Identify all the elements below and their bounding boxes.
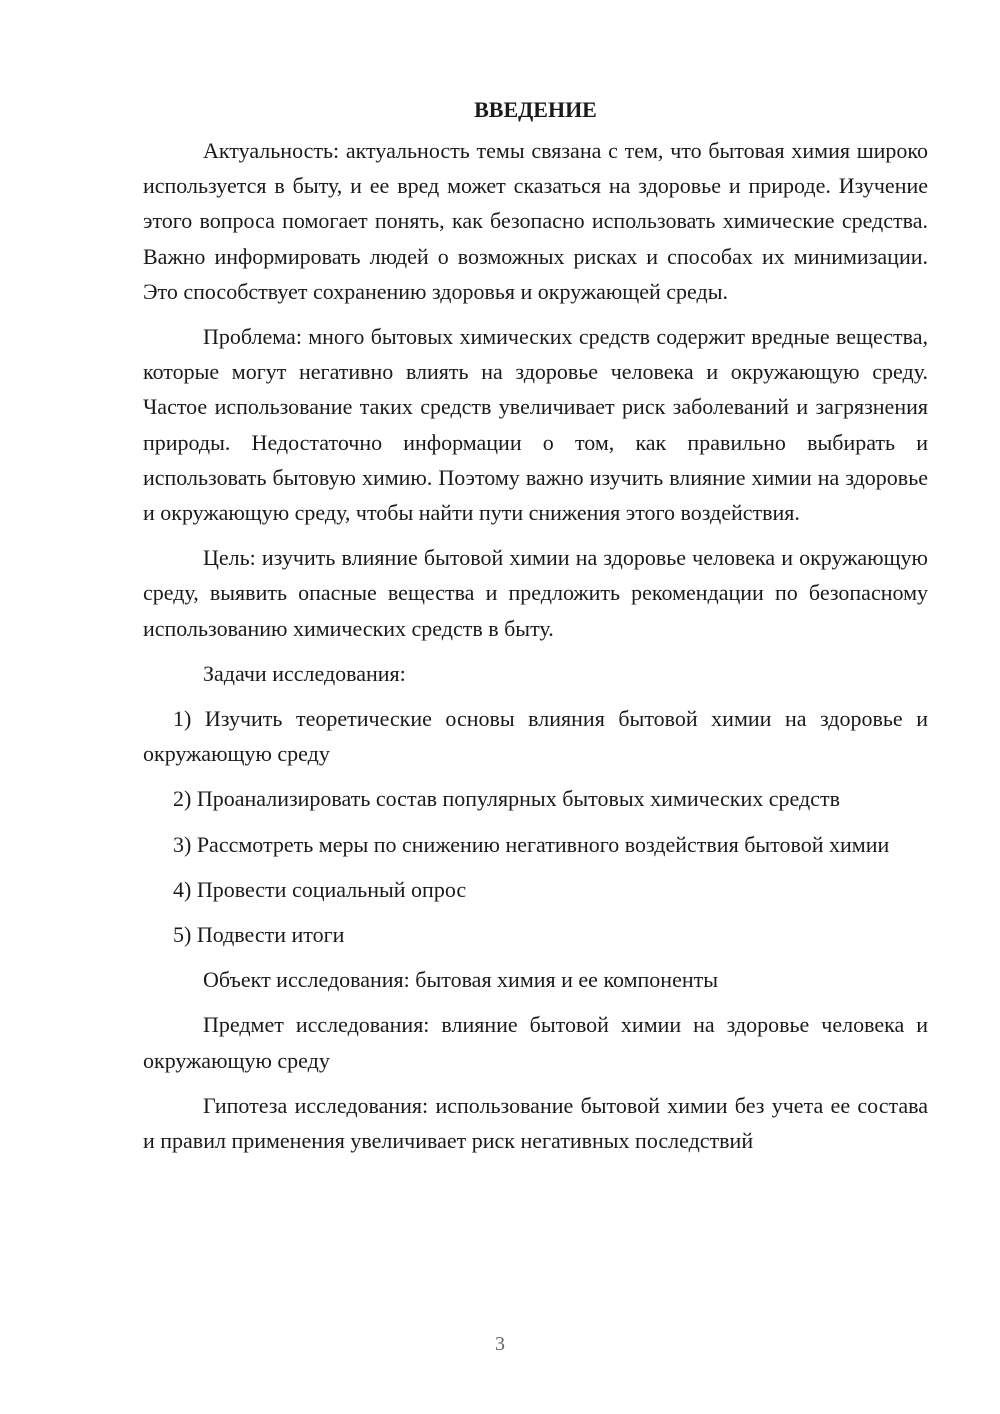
goal-paragraph: Цель: изучить влияние бытовой химии на здоровье человека и окружающую среду, выявить опасные вещества и предложить рекомендации по безопасному использованию химических средств в быту.: [143, 545, 928, 641]
task-item-5: 5) Подвести итоги: [173, 922, 345, 948]
page-number: 3: [495, 1333, 505, 1355]
task-item-1: 1) Изучить теоретические основы влияния бытовой химии на здоровье и окружающую среду: [143, 706, 928, 767]
page-title: ВВЕДЕНИЕ: [474, 97, 597, 122]
problem-paragraph: Проблема: много бытовых химических средств содержит вредные вещества, которые могут негативно влиять на здоровье человека и окружающую среду. Частое использование таких средств увеличивает риск заболеваний и загрязнения природы. Недостаточно информации о том, как правильно выбирать и использовать бытовую химию. Поэтому важно изучить влияние химии на здоровье и окружающую среду, чтобы найти пути снижения этого воздействия.: [143, 324, 928, 526]
subject-paragraph: Предмет исследования: влияние бытовой химии на здоровье человека и окружающую среду: [143, 1012, 928, 1073]
task-item-4: 4) Провести социальный опрос: [173, 876, 467, 902]
hypothesis-paragraph: Гипотеза исследования: использование бытовой химии без учета ее состава и правил применения увеличивает риск негативных последствий: [143, 1092, 928, 1154]
object-paragraph: Объект исследования: бытовая химия и ее компоненты: [203, 967, 719, 993]
relevance-paragraph: Актуальность: актуальность темы связана с тем, что бытовая химия широко используется в быту, и ее вред может сказаться на здоровье и природе. Изучение этого вопроса помогает понять, как безопасно использовать химические средства. Важно информировать людей о возможных рисках и способах их минимизации. Это способствует сохранению здоровья и окружающей среды.: [143, 138, 928, 304]
task-item-3: 3) Рассмотреть меры по снижению негативного воздействия бытовой химии: [173, 831, 890, 857]
tasks-heading: Задачи исследования:: [203, 660, 406, 686]
document-page: [143, 92, 928, 1168]
task-item-2: 2) Проанализировать состав популярных бытовых химических средств: [173, 786, 840, 812]
